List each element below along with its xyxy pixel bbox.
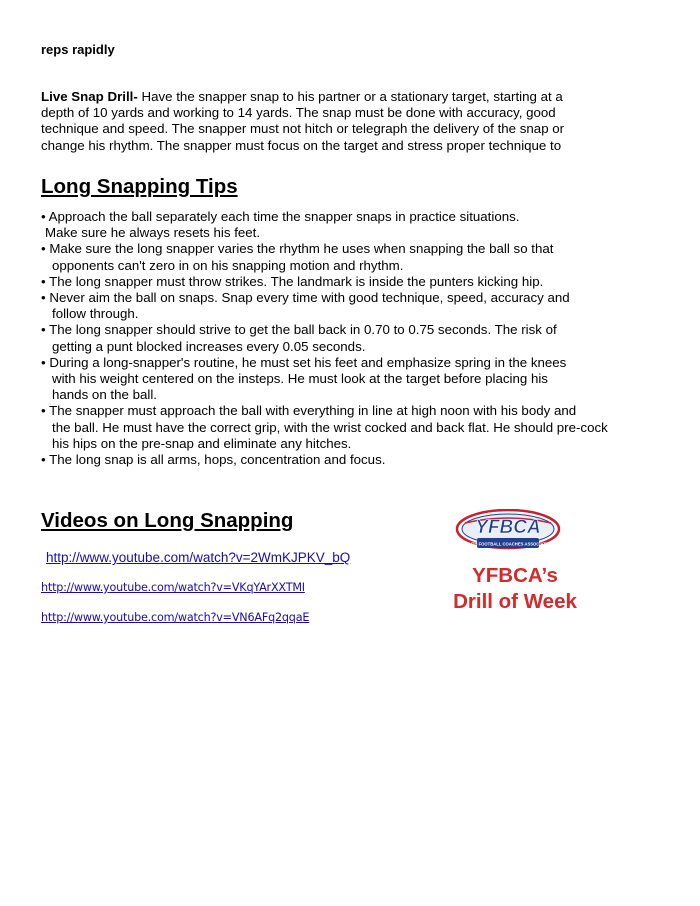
drill-of-week-caption [445,563,585,615]
video-link-1[interactable]: http://www.youtube.com/watch?v=2WmKJPKV_bQ [46,550,351,565]
tip-item [41,355,671,404]
videos-heading: Videos on Long Snapping [41,509,294,532]
tip-line: • During a long-snapper's routine, he must set his feet and emphasize spring in the knees [41,354,567,370]
tip-item [41,322,671,354]
tip-item [41,403,671,452]
tip-line: • Never aim the ball on snaps. Snap every time with good technique, speed, accuracy and [41,290,570,306]
live-snap-line: depth of 10 yards and working to 14 yards. The snap must be done with accuracy, good [41,105,556,121]
tip-line: • The long snapper must throw strikes. The landmark is inside the punters kicking hip. [41,273,544,289]
logo-wordmark: YFBCA [475,517,541,538]
live-snap-line: technique and speed. The snapper must not hitch or telegraph the delivery of the snap or [41,121,565,137]
tip-item [41,290,671,322]
tip-continuation: the ball. He must have the correct grip, with the wrist cocked and back flat. He should pre-cock [52,419,608,435]
tip-continuation: getting a punt blocked increases every 0.05 seconds. [52,338,366,354]
tip-item [41,452,671,468]
live-snap-title: Live Snap Drill- [41,89,138,104]
yfbca-logo [455,509,561,555]
tip-continuation: his hips on the pre-snap and eliminate any hitches. [52,435,352,451]
tip-continuation: with his weight centered on the insteps. He must look at the target before placing his [52,371,548,387]
tip-continuation: hands on the ball. [52,387,157,403]
video-link-2[interactable]: http://www.youtube.com/watch?v=VKqYArXXTMI [41,581,305,594]
caption-line-1: YFBCA’s [472,564,558,587]
tip-item [41,241,671,273]
tip-line: • The long snapper should strive to get the ball back in 0.70 to 0.75 seconds. The risk of [41,322,557,338]
tip-line: • Make sure the long snapper varies the rhythm he uses when snapping the ball so that [41,241,554,257]
tips-heading: Long Snapping Tips [41,175,238,198]
video-link-3[interactable]: http://www.youtube.com/watch?v=VN6AFq2qqaE [41,611,310,624]
top-fragment-text: reps rapidly [41,42,115,57]
tips-list [41,209,671,468]
tip-line: • The long snap is all arms, hops, concentration and focus. [41,452,386,468]
tip-continuation: follow through. [52,306,139,322]
live-snap-paragraph [41,89,641,154]
tip-item [41,209,671,241]
live-snap-line: Have the snapper snap to his partner or a stationary target, starting at a [137,89,563,104]
tip-continuation: Make sure he always resets his feet. [45,225,261,241]
logo-subtitle: YOUTH FOOTBALL COACHES ASSOCIATION [462,541,554,547]
caption-line-2: Drill of Week [453,590,577,613]
tip-continuation: opponents can't zero in on his snapping motion and rhythm. [52,257,404,273]
tip-item [41,274,671,290]
tip-line: • The snapper must approach the ball with everything in line at high noon with his body and [41,403,577,419]
live-snap-line: change his rhythm. The snapper must focus on the target and stress proper technique to [41,137,562,153]
tip-line: • Approach the ball separately each time the snapper snaps in practice situations. [41,209,520,224]
